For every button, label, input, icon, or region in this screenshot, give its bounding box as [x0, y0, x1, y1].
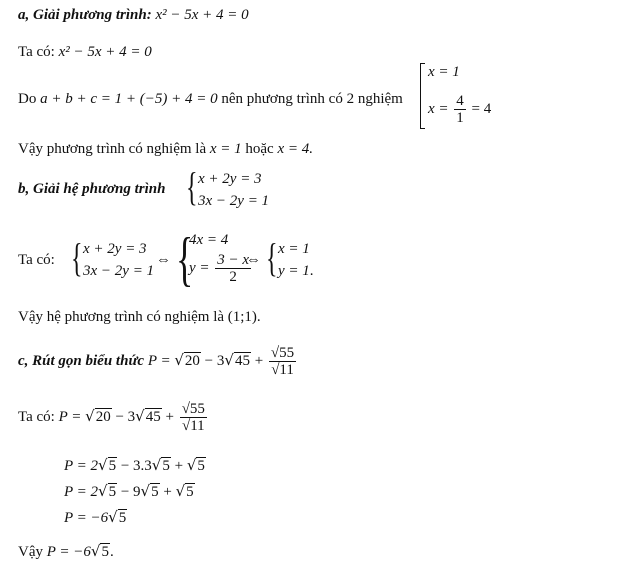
part-b-conclusion [18, 308, 261, 326]
part-b-equiv1 [156, 251, 171, 269]
part-c-step2-sqrt5c: √5 [175, 482, 194, 500]
part-c-heading [18, 340, 298, 381]
part-a-root2-lhs: x = [428, 101, 449, 117]
part-c-conclusion-c: . [109, 544, 114, 560]
part-c-step1-a: P = 2 [64, 458, 99, 474]
part-a-conclusion-or: hoặc [245, 141, 274, 157]
part-c-heading-text: c, Rút gọn biểu thức [18, 353, 145, 369]
part-b-step2-eq2 [189, 250, 253, 286]
part-c-heading-r45: 45 [234, 353, 250, 369]
part-c-line1-sqrt45: √45 [135, 407, 161, 425]
part-b-step1-eq2-text: 3x − 2y = 1 [83, 263, 155, 279]
part-c-heading-frac [269, 345, 296, 378]
part-a-root2-rhs: = 4 [471, 101, 492, 117]
part-b-heading [18, 180, 166, 198]
part-c-step3-sqrt5: √5 [108, 508, 127, 526]
part-c-step1-sqrt5b: √5 [151, 456, 170, 474]
part-a-line1-prefix: Ta có: [18, 44, 55, 60]
part-c-line1-den: √11 [181, 418, 205, 435]
part-a-conclusion [18, 140, 313, 158]
part-a-root2-frac [454, 93, 466, 126]
part-c-line1-num: √55 [181, 401, 205, 418]
part-c-step1-r5b: 5 [162, 458, 170, 474]
part-c-step2-r5a: 5 [108, 484, 117, 500]
part-b-eq1 [198, 170, 262, 188]
part-c-step1-sqrt5c: √5 [186, 456, 205, 474]
part-a-heading: a, Giải phương trình: [18, 7, 152, 23]
part-c-conclusion-b: P = −6 [46, 544, 91, 560]
part-b-heading-text: b, Giải hệ phương trình [18, 181, 166, 197]
part-b-step2-eq1-text: 4x = 4 [189, 232, 229, 248]
part-c-step2-c: + [163, 484, 172, 500]
part-c-heading-minus3: − 3 [204, 353, 225, 369]
part-b-eq2 [198, 192, 269, 210]
part-c-heading-sqrt45: √45 [224, 351, 250, 369]
part-a-root2-den: 1 [456, 110, 464, 127]
part-b-step3-eq2-text: y = 1 [278, 263, 310, 279]
part-b-prefix-text: Ta có: [18, 252, 55, 268]
part-b-step1-eq1 [83, 240, 147, 258]
part-a-line2 [18, 90, 403, 108]
part-a-root2 [428, 92, 491, 126]
part-c-step1-r5c: 5 [197, 458, 205, 474]
part-c-conclusion-a: Vậy [18, 544, 43, 560]
part-b-step2-num: 3 − x [217, 252, 250, 269]
part-c-line1-frac [180, 401, 207, 434]
part-c-line1-p: P = [58, 409, 82, 425]
part-c-line1-minus3: − 3 [115, 409, 136, 425]
part-b-eq1-text: x + 2y = 3 [198, 171, 262, 187]
part-b-step2-y: y = [189, 260, 210, 276]
part-a-line2-prefix: Do [18, 91, 37, 107]
part-a-line2-expr: a + b + c = 1 + (−5) + 4 = 0 [40, 91, 218, 107]
part-a-root1 [428, 63, 460, 81]
part-b-step2-den: 2 [229, 269, 237, 286]
part-c-step1-b: − 3.3 [120, 458, 152, 474]
part-b-step3-eq1 [278, 240, 310, 258]
part-b-conclusion-text: Vậy hệ phương trình có nghiệm là (1;1). [18, 309, 261, 325]
part-b-step2-eq1 [189, 231, 228, 249]
part-c-step2-b: − 9 [120, 484, 141, 500]
part-c-step2-sqrt5b: √5 [140, 482, 159, 500]
part-c-line1 [18, 396, 209, 437]
part-a-line1 [18, 43, 152, 61]
part-c-step2-sqrt5a: √5 [98, 482, 117, 500]
part-a-conclusion-x1: x = 1 [209, 141, 242, 157]
part-c-step2-r5c: 5 [186, 484, 194, 500]
part-c-line1-r11: 11 [190, 418, 205, 435]
part-c-line1-r20: 20 [95, 409, 111, 425]
part-b-equiv2-text: ⇔ [246, 252, 261, 268]
part-c-step1 [64, 456, 206, 475]
part-b-period: . [309, 263, 314, 279]
part-c-heading-p: P = [147, 353, 171, 369]
part-c-conclusion-sqrt5: √5 [90, 542, 109, 560]
part-a-line2-text: nên phương trình có 2 nghiệm [221, 91, 403, 107]
part-c-heading-sqrt20: √20 [174, 351, 200, 369]
part-b-step3-brace: { [266, 235, 278, 280]
part-b-step1-eq1-text: x + 2y = 3 [83, 241, 147, 257]
part-b-step3-eq1-text: x = 1 [278, 241, 310, 257]
part-a-root1-text: x = 1 [428, 64, 460, 80]
part-a-conclusion-x2: x = 4. [277, 141, 313, 157]
part-c-step1-sqrt5a: √5 [98, 456, 117, 474]
part-c-line1-r55: 55 [189, 401, 205, 418]
part-c-step1-c: + [174, 458, 184, 474]
part-b-step1-brace: { [71, 235, 83, 280]
part-c-step2-r5b: 5 [151, 484, 159, 500]
part-a-root2-num: 4 [456, 93, 464, 110]
part-a-conclusion-text: Vậy phương trình có nghiệm là [18, 141, 207, 157]
part-b-heading-brace: { [186, 164, 198, 209]
part-c-step2 [64, 482, 195, 501]
part-b-equiv1-text: ⇔ [156, 252, 171, 268]
part-c-heading-plus: + [254, 353, 264, 369]
part-c-conclusion-r5: 5 [101, 544, 109, 560]
part-b-equiv2 [246, 251, 261, 269]
part-c-step1-r5a: 5 [108, 458, 117, 474]
part-c-prefix: Ta có: [18, 409, 55, 425]
part-c-heading-r20: 20 [184, 353, 200, 369]
part-b-step3-eq2 [278, 262, 314, 280]
part-c-step3-r5: 5 [118, 510, 127, 526]
part-c-line1-r45: 45 [145, 409, 161, 425]
part-c-line1-sqrt20: √20 [85, 407, 111, 425]
part-c-heading-r11: 11 [279, 362, 294, 379]
part-b-prefix [18, 251, 55, 269]
part-b-step2-brace: { [176, 226, 194, 292]
part-a-roots-bracket [420, 63, 425, 129]
part-b-eq2-text: 3x − 2y = 1 [198, 193, 270, 209]
part-c-heading-den: √11 [271, 362, 294, 379]
part-c-heading-r55: 55 [279, 345, 295, 362]
part-a-line1-eq: x² − 5x + 4 = 0 [58, 44, 152, 60]
part-c-step3-a: P = −6 [64, 510, 109, 526]
part-c-conclusion [18, 542, 114, 561]
part-c-heading-num: √55 [270, 345, 295, 362]
part-b-step1-eq2 [83, 262, 154, 280]
part-c-step2-a: P = 2 [64, 484, 99, 500]
part-a-equation: x² − 5x + 4 = 0 [155, 7, 249, 23]
part-a-heading-line [18, 6, 249, 24]
part-c-step3 [64, 508, 127, 527]
part-c-line1-plus: + [165, 409, 174, 425]
